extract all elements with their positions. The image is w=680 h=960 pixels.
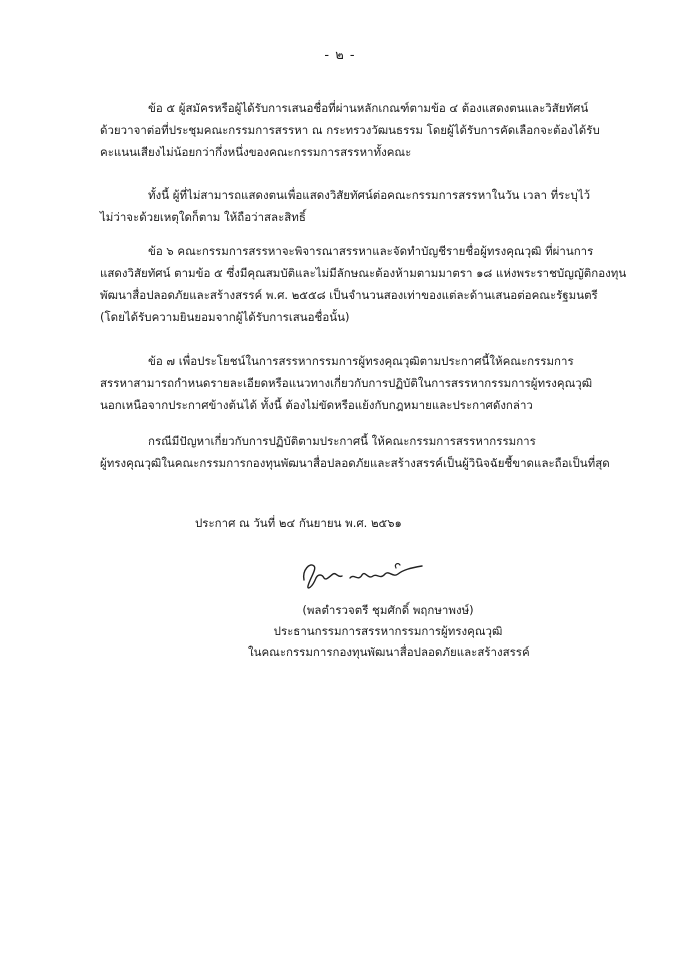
paragraph-line: คะแนนเสียงไม่น้อยกว่ากึ่งหนึ่งของคณะกรรมการสรรหาทั้งคณะ (100, 145, 412, 159)
paragraph-clause-7 (100, 350, 605, 416)
paragraph-line: สรรหาสามารถกำหนดรายละเอียดหรือแนวทางเกี่ยวกับการปฏิบัติในการสรรหากรรมการผู้ทรงคุณวุฒิ (100, 376, 593, 390)
signer-position-line1: ประธานกรรมการสรรหากรรมการผู้ทรงคุณวุฒิ (273, 624, 503, 638)
paragraph-dispute-resolution (100, 430, 610, 474)
paragraph-line: พัฒนาสื่อปลอดภัยและสร้างสรรค์ พ.ศ. ๒๕๕๘ เป็นจำนวนสองเท่าของแต่ละด้านเสนอต่อคณะรัฐมนตรี (100, 288, 598, 302)
paragraph-line: ข้อ ๖ คณะกรรมการสรรหาจะพิจารณาสรรหาและจัดทำบัญชีรายชื่อผู้ทรงคุณวุฒิ ที่ผ่านการ (148, 244, 594, 258)
paragraph-line: นอกเหนือจากประกาศข้างต้นได้ ทั้งนี้ ต้องไม่ขัดหรือแย้งกับกฎหมายและประกาศดังกล่าว (100, 398, 533, 412)
paragraph-line: ข้อ ๗ เพื่อประโยชน์ในการสรรหากรรมการผู้ทรงคุณวุฒิตามประกาศนี้ให้คณะกรรมการ (148, 354, 574, 368)
signer-position-line2: ในคณะกรรมการกองทุนพัฒนาสื่อปลอดภัยและสร้างสรรค์ (248, 645, 530, 659)
signer-block (248, 600, 528, 663)
handwritten-signature (298, 556, 426, 592)
paragraph-line: ทั้งนี้ ผู้ที่ไม่สามารถแสดงตนเพื่อแสดงวิสัยทัศน์ต่อคณะกรรมการสรรหาในวัน เวลา ที่ระบุไว้ (148, 188, 591, 202)
paragraph-clause-6 (100, 240, 627, 328)
paragraph-line: ไม่ว่าจะด้วยเหตุใดก็ตาม ให้ถือว่าสละสิทธิ์ (100, 210, 306, 224)
page-number: - ๒ - (324, 48, 356, 63)
announcement-date: ประกาศ ณ วันที่ ๒๔ กันยายน พ.ศ. ๒๕๖๑ (195, 516, 402, 530)
paragraph-line: ผู้ทรงคุณวุฒิในคณะกรรมการกองทุนพัฒนาสื่อปลอดภัยและสร้างสรรค์เป็นผู้วินิจฉัยชี้ขาดและถือเป็นที่สุด (100, 456, 610, 470)
paragraph-line: แสดงวิสัยทัศน์ ตามข้อ ๕ ซึ่งมีคุณสมบัติและไม่มีลักษณะต้องห้ามตามมาตรา ๑๘ แห่งพระราชบัญญัติกองทุน (100, 266, 627, 280)
signer-name: (พลตำรวจตรี ชุมศักดิ์ พฤกษาพงษ์) (302, 603, 474, 617)
paragraph-line: ข้อ ๕ ผู้สมัครหรือผู้ได้รับการเสนอชื่อที่ผ่านหลักเกณฑ์ตามข้อ ๔ ต้องแสดงตนและวิสัยทัศน์ (148, 101, 589, 115)
paragraph-line: (โดยได้รับความยินยอมจากผู้ได้รับการเสนอชื่อนั้น) (100, 310, 350, 324)
paragraph-clause-5 (100, 97, 605, 163)
paragraph-line: กรณีมีปัญหาเกี่ยวกับการปฏิบัติตามประกาศนี้ ให้คณะกรรมการสรรหากรรมการ (148, 434, 536, 448)
paragraph-forfeit-note (100, 184, 605, 228)
paragraph-line: ด้วยวาจาต่อที่ประชุมคณะกรรมการสรรหา ณ กระทรวงวัฒนธรรม โดยผู้ได้รับการคัดเลือกจะต้องได้รับ (100, 123, 600, 137)
